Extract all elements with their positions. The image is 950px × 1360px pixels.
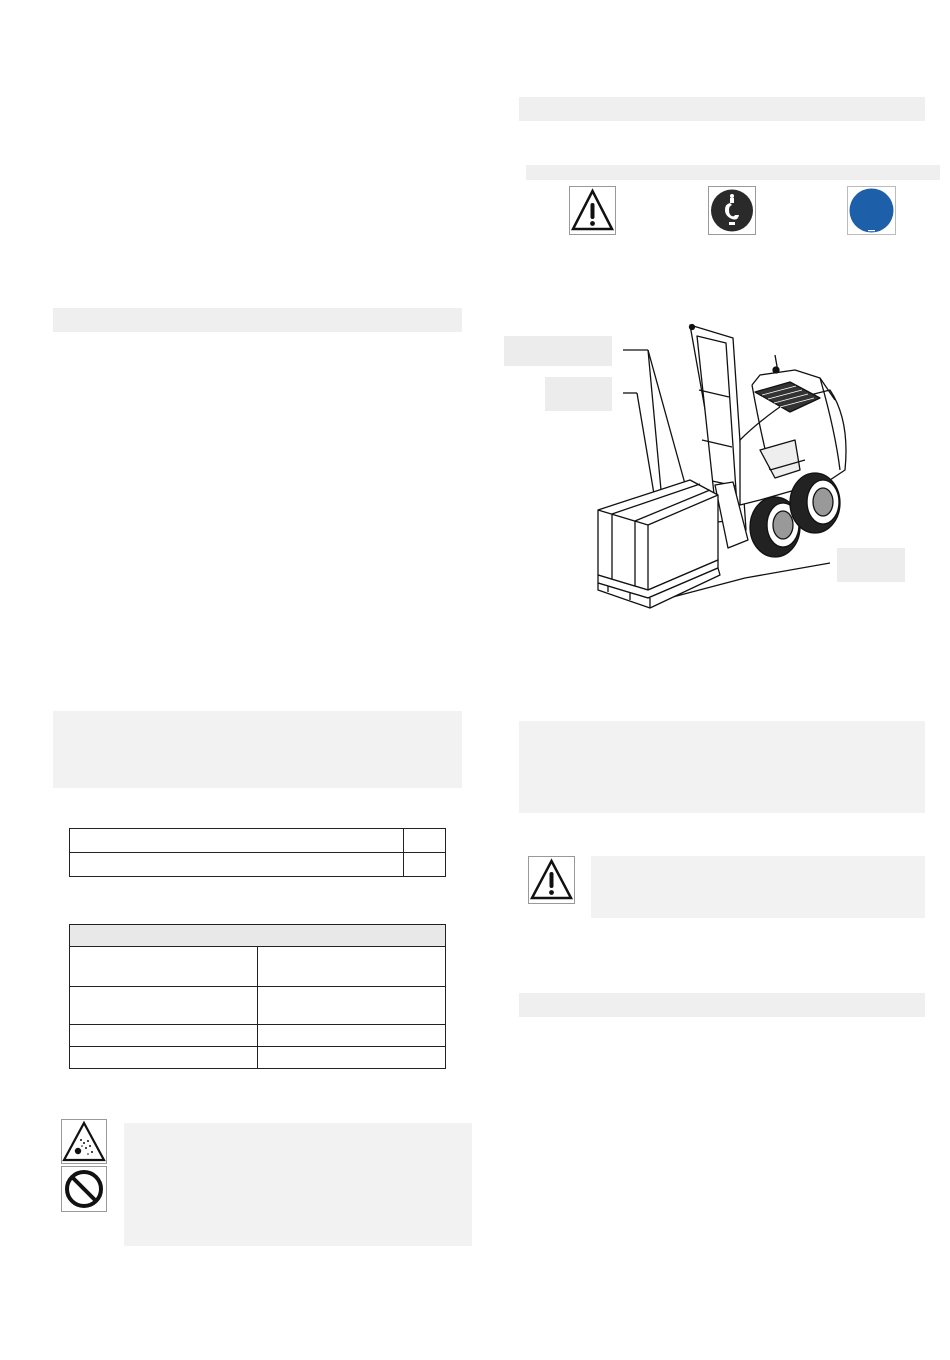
- table-cell: [258, 987, 446, 1025]
- right-subheading-bar: [526, 165, 940, 180]
- table-cell: [70, 987, 258, 1025]
- explosive-hazard-icon: [61, 1119, 107, 1164]
- callout-label-box-1: [504, 336, 612, 366]
- hook-lifting-point-icon: [708, 186, 756, 235]
- right-section-heading-bar: [519, 97, 925, 121]
- table-row: [70, 853, 446, 877]
- right-bottom-heading-bar: [519, 993, 925, 1017]
- table-cell: [70, 853, 404, 877]
- table-row: [70, 1047, 446, 1069]
- warning-triangle-icon: [528, 856, 575, 904]
- table-cell: [404, 829, 446, 853]
- mandatory-action-icon: [847, 186, 896, 235]
- left-section-heading-bar: [53, 308, 462, 332]
- table-cell: [70, 1047, 258, 1069]
- callout-label-box-3: [837, 548, 905, 582]
- left-warning-panel: [124, 1123, 472, 1246]
- callout-label-box-2: [545, 377, 612, 411]
- left-info-panel: [53, 711, 462, 788]
- table-cell: [70, 829, 404, 853]
- right-info-panel: [519, 721, 925, 813]
- table-row: [70, 947, 446, 987]
- table-header-row: [70, 925, 446, 947]
- table-row: [70, 987, 446, 1025]
- table-cell: [258, 1047, 446, 1069]
- table-cell: [70, 1025, 258, 1047]
- small-spec-table: [69, 828, 446, 877]
- table-cell: [258, 947, 446, 987]
- table-cell: [258, 1025, 446, 1047]
- table-header-cell: [70, 925, 446, 947]
- table-row: [70, 1025, 446, 1047]
- data-table: [69, 924, 446, 1069]
- table-row: [70, 829, 446, 853]
- prohibition-icon: [61, 1166, 107, 1212]
- table-cell: [70, 947, 258, 987]
- table-cell: [404, 853, 446, 877]
- right-warning-panel: [591, 856, 925, 918]
- warning-triangle-icon: [569, 186, 616, 235]
